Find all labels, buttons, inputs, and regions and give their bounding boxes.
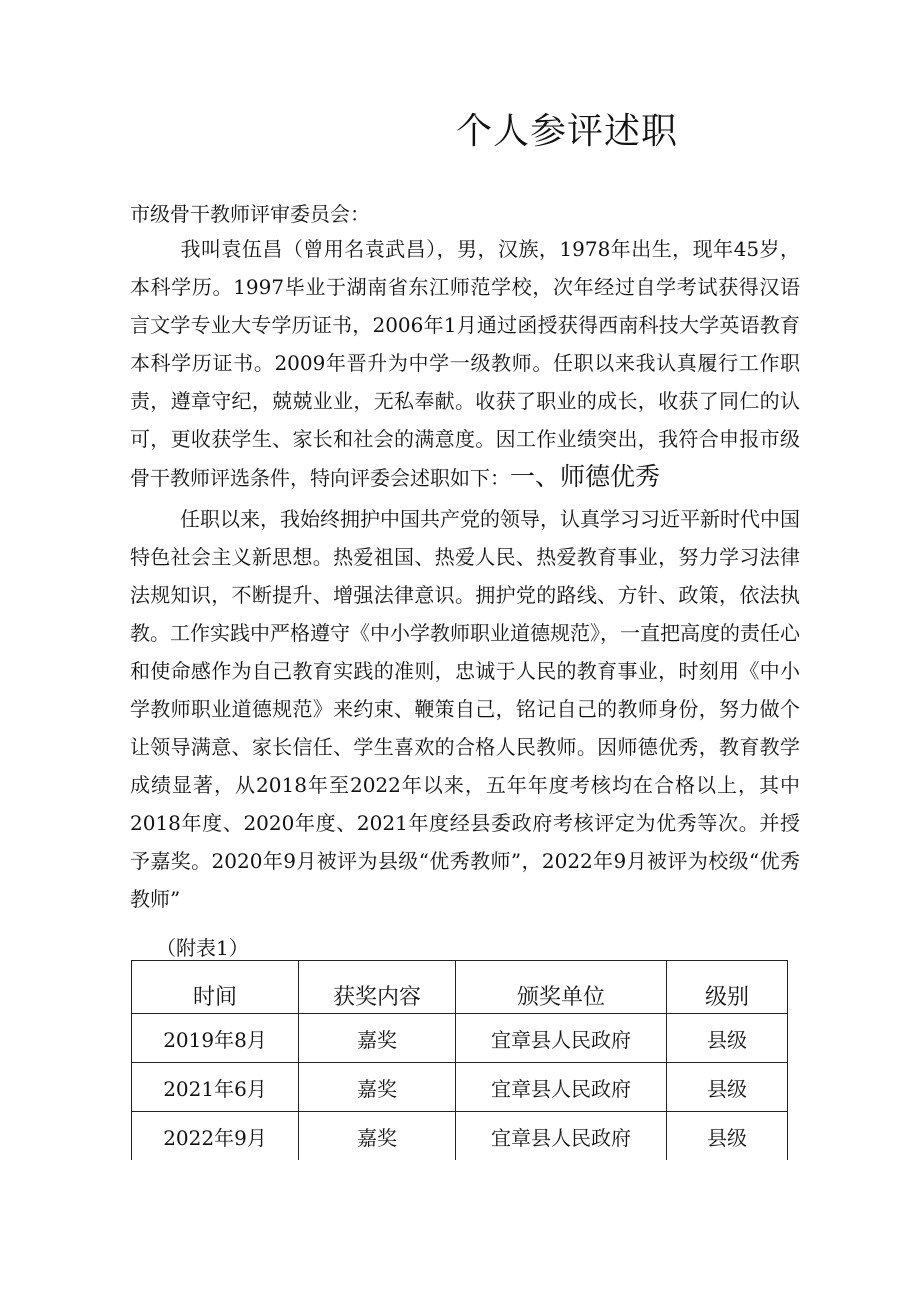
table-row	[132, 1063, 788, 1112]
table-header-row	[132, 961, 788, 1014]
table-row	[132, 1112, 788, 1161]
cell-level: 县级	[667, 1014, 788, 1063]
paragraph-ethics	[130, 500, 800, 918]
table-caption: （附表1）	[156, 936, 249, 960]
header-level: 级别	[667, 961, 788, 1014]
paragraph-intro-text: 我叫袁伍昌（曾用名袁武昌），男，汉族，1978年出生，现年45岁，本科学历。1997毕业于湖南省东江师范学校，次年经过自学考试获得汉语言文学专业大专学历证书，2006年1月通过函授获得西南科技大学英语教育本科学历证书。2009年晋升为中学一级教师。任职以来我认真履行工作职责，遵章守纪，兢兢业业，无私奉献。收获了职业的成长，收获了同仁的认可，更收获学生、家长和社会的满意度。因工作业绩突出，我符合申报市级骨干教师评选条件，特向评委会述职如下：	[130, 237, 800, 490]
paragraph-intro	[130, 230, 800, 497]
awards-table	[131, 960, 788, 1160]
section-heading: 一、师德优秀	[510, 462, 661, 491]
cell-issuer: 宜章县人民政府	[456, 1112, 667, 1161]
cell-time: 2022年9月	[132, 1112, 299, 1161]
salutation: 市级骨干教师评审委员会：	[130, 202, 370, 226]
cell-award: 嘉奖	[299, 1063, 456, 1112]
cell-level: 县级	[667, 1063, 788, 1112]
header-issuer: 颁奖单位	[456, 961, 667, 1014]
header-award: 获奖内容	[299, 961, 456, 1014]
cell-issuer: 宜章县人民政府	[456, 1014, 667, 1063]
cell-issuer: 宜章县人民政府	[456, 1063, 667, 1112]
cell-award: 嘉奖	[299, 1014, 456, 1063]
cell-level: 县级	[667, 1112, 788, 1161]
cell-award: 嘉奖	[299, 1112, 456, 1161]
document-title: 个人参评述职	[456, 111, 679, 152]
paragraph-ethics-text: 任职以来，我始终拥护中国共产党的领导，认真学习习近平新时代中国特色社会主义新思想。热爱祖国、热爱人民、热爱教育事业，努力学习法律法规知识，不断提升、增强法律意识。拥护党的路线、方针、政策，依法执教。工作实践中严格遵守《中小学教师职业道德规范》，一直把高度的责任心和使命感作为自己教育实践的准则，忠诚于人民的教育事业，时刻用《中小学教师职业道德规范》来约束、鞭策自己，铭记自己的教师身份，努力做个让领导满意、家长信任、学生喜欢的合格人民教师。因师德优秀，教育教学成绩显著，从2018年至2022年以来，五年年度考核均在合格以上，其中2018年度、2020年度、2021年度经县委政府考核评定为优秀等次。并授予嘉奖。2020年9月被评为县级“优秀教师”，2022年9月被评为校级“优秀教师”	[130, 507, 800, 911]
cell-time: 2021年6月	[132, 1063, 299, 1112]
table-row	[132, 1014, 788, 1063]
cell-time: 2019年8月	[132, 1014, 299, 1063]
header-time: 时间	[132, 961, 299, 1014]
